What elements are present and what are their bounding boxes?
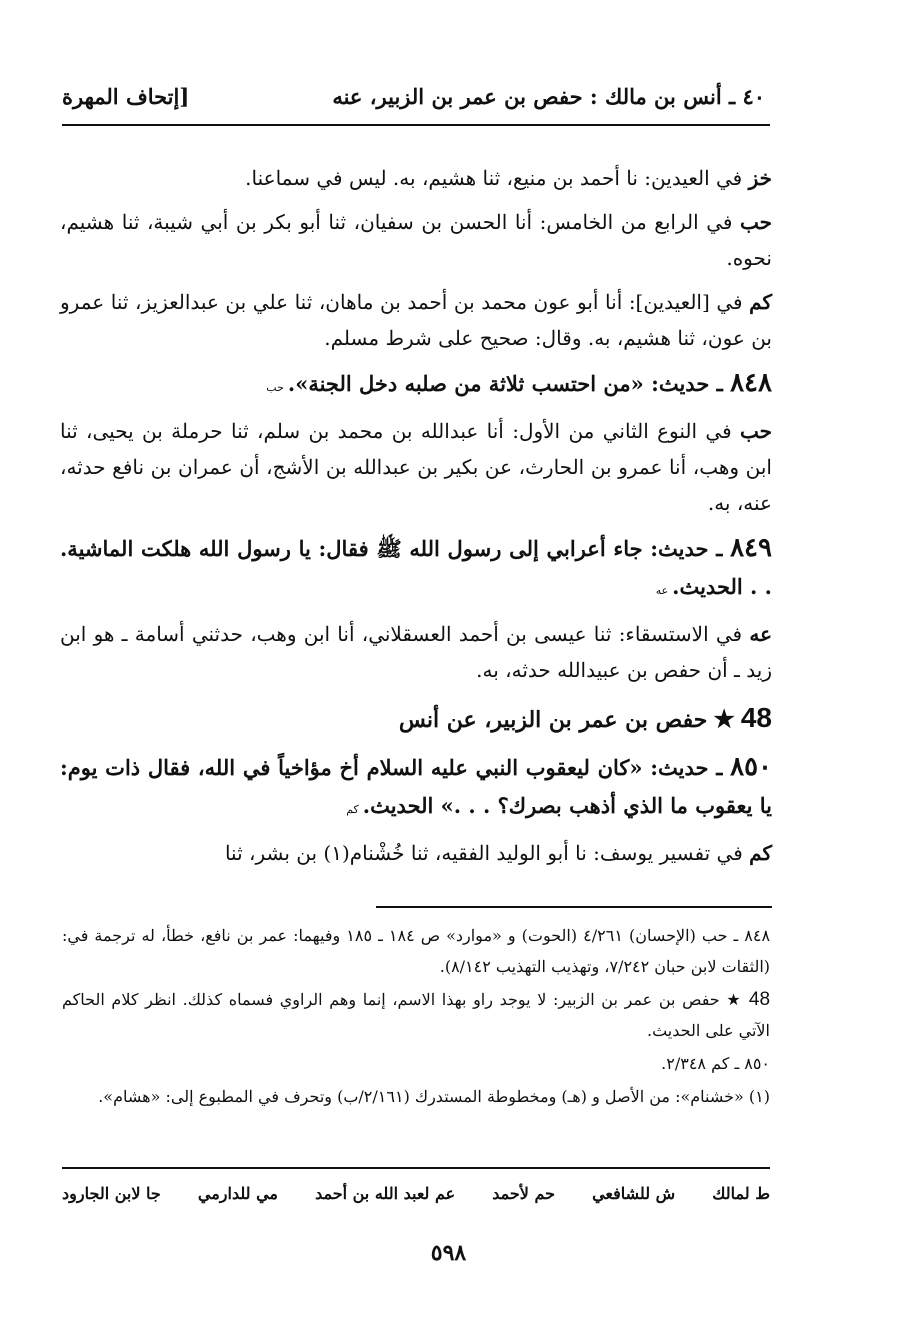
section-number: 48 <box>740 702 772 733</box>
paragraph-text: في الرابع من الخامس: أنا الحسن بن سفيان، ثنا أبو بكر بن أبي شيبة، ثنا هشيم، نحوه. <box>60 210 772 270</box>
page-number: ٥٩٨ <box>430 1240 467 1266</box>
source-siglum: كم <box>749 841 772 865</box>
source-siglum: خز <box>748 166 772 190</box>
source-siglum: عه <box>749 622 772 646</box>
hadith-text: جاء أعرابي إلى رسول الله ﷺ فقال: يا رسول الله هلكت الماشية. . . الحديث. <box>60 536 772 599</box>
footnote-rule <box>376 906 772 908</box>
hadith-number: ٨٤٨ <box>730 368 772 398</box>
footnote-1: (١) «خشنام»: من الأصل و (هـ) ومخطوطة المستدرك (٢/١٦١/ب) وتحرف في المطبوع إلى: «هشام». <box>98 1087 770 1106</box>
source-mark: عه <box>655 584 669 597</box>
header-rule <box>62 124 770 126</box>
hadith-label: ـ حديث: <box>643 371 731 396</box>
footnotes <box>62 920 770 1114</box>
hadith-849 <box>60 529 772 610</box>
hadith-850 <box>60 748 772 829</box>
hadith-text: «من احتسب ثلاثة من صلبه دخل الجنة». <box>287 371 644 396</box>
footnote-848: ٨٤٨ ـ حب (الإحسان) ٤/٢٦١ (الحوت) و «موارد» ص ١٨٤ ـ ١٨٥ وفيهما: عمر بن نافع، خطأ، له ترجمة في: (الثقات لابن حبان ٧/٢٤٢، وتهذيب التهذيب ٨/١٤٢). <box>62 926 771 976</box>
legend-item: حم لأحمد <box>492 1184 556 1203</box>
legend-item: جا لابن الجارود <box>62 1184 161 1203</box>
paragraph-text: في النوع الثاني من الأول: أنا عبدالله بن محمد بن سلم، ثنا حرملة بن يحيى، ثنا ابن وهب، أنا عمرو بن الحارث، عن بكير بن عبدالله بن الأشج، أن عمران بن نافع حدثه، عنه، به. <box>60 419 772 515</box>
section-heading <box>60 696 772 742</box>
legend-item: ش للشافعي <box>592 1184 676 1203</box>
source-siglum: حب <box>739 210 772 234</box>
source-siglum: حب <box>739 419 772 443</box>
paragraph-hb-2 <box>60 413 772 521</box>
paragraph-km <box>60 284 772 356</box>
legend-item: ط لمالك <box>712 1184 770 1203</box>
paragraph-km-2 <box>60 835 772 871</box>
hadith-label: ـ حديث: <box>642 536 731 561</box>
hadith-848 <box>60 364 772 407</box>
footnote-850: ٨٥٠ ـ كم ٢/٣٤٨. <box>661 1054 770 1073</box>
source-mark: كم <box>346 803 359 816</box>
paragraph-text: في الاستسقاء: ثنا عيسى بن أحمد العسقلاني، أنا ابن وهب، حدثني أسامة ـ هو ابن زيد ـ أن حفص بن عبيدالله حدثه، به. <box>60 622 772 682</box>
paragraph-ah <box>60 616 772 688</box>
star-icon: ★ <box>726 990 743 1009</box>
running-title: ٤٠ ـ أنس بن مالك : حفص بن عمر بن الزبير، عنه <box>332 84 765 109</box>
paragraph-text: في [العيدين]: أنا أبو عون محمد بن أحمد بن ماهان، ثنا علي بن عبدالعزيز، ثنا عمرو بن عون، ثنا هشيم، به. وقال: صحيح على شرط مسلم. <box>60 290 772 350</box>
paragraph-hb <box>60 204 772 276</box>
footnote-section-number: 48 <box>748 989 771 1010</box>
source-mark: حب <box>266 381 284 394</box>
hadith-number: ٨٤٩ <box>730 533 772 563</box>
legend-item: مي للدارمي <box>197 1184 278 1203</box>
legend-rule <box>62 1167 770 1169</box>
section-title: حفص بن عمر بن الزبير، عن أنس <box>398 707 708 733</box>
star-icon: ★ <box>713 704 735 733</box>
hadith-text: «كان ليعقوب النبي عليه السلام أخ مؤاخياً في الله، فقال ذات يوم: يا يعقوب ما الذي أذهب بصرك؟ . . .» الحديث. <box>60 755 772 818</box>
footnote-text: حفص بن عمر بن الزبير: لا يوجد راو بهذا الاسم، إنما وهم الراوي فسماه كذلك. انظر كلام الحاكم الآتي على الحديث. <box>62 990 770 1040</box>
hadith-label: ـ حديث: <box>642 755 731 780</box>
paragraph-text: في العيدين: نا أحمد بن منيع، ثنا هشيم، به. ليس في سماعنا. <box>245 166 749 190</box>
running-header <box>62 84 765 124</box>
footnote-section-48 <box>62 984 770 1046</box>
legend-item: عم لعبد الله بن أحمد <box>315 1184 456 1203</box>
paragraph-text: في تفسير يوسف: نا أبو الوليد الفقيه، ثنا خُشْنام(١) بن بشر، ثنا <box>224 841 750 865</box>
main-text <box>60 160 772 879</box>
source-siglum: كم <box>749 290 772 314</box>
abbreviation-legend <box>62 1184 770 1203</box>
book-tag: [إتحاف المهرة <box>62 84 190 109</box>
hadith-number: ٨٥٠ <box>730 752 773 782</box>
paragraph-khz <box>60 160 772 196</box>
